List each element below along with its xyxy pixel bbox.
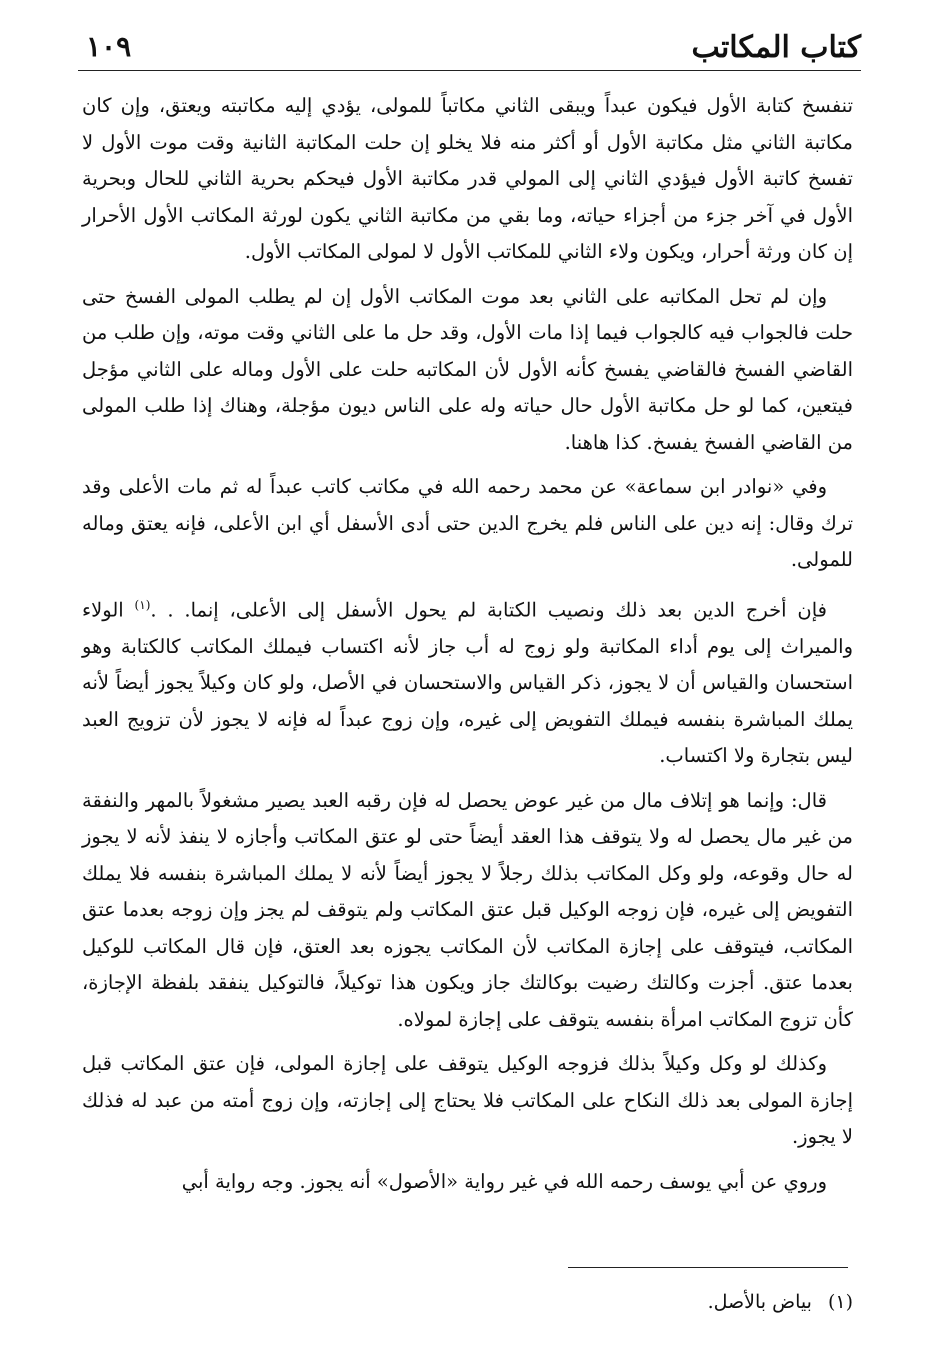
paragraph xyxy=(82,587,853,775)
footnote-marker: (١) xyxy=(827,1291,853,1313)
paragraph xyxy=(82,1046,853,1156)
footnote-text: بياض بالأصل. xyxy=(707,1291,812,1313)
footnote xyxy=(600,1288,853,1316)
header-rule xyxy=(78,70,861,71)
paragraph xyxy=(82,783,853,1039)
paragraph xyxy=(82,1164,853,1201)
paragraph-text: وفي «نوادر ابن سماعة» عن محمد رحمه الله في مكاتب كاتب عبداً له ثم مات الأعلى وقد ترك وقال: إنه دين على الناس فلم يخرج الدين حتى أدى الأسفل أي ابن الأعلى، فإنه يعتق وماله للمولى. xyxy=(82,475,853,571)
paragraph-text: قال: وإنما هو إتلاف مال من غير عوض يحصل له فإن رقبه العبد يصير مشغولاً بالمهر والنفقة من غير مال يحصل له ولا يتوقف هذا العقد أيضاً حتى لو عتق المكاتب وأجازه لا ينفذ لأنه لا يجوز له حال وقوعه، ولو وكل المكاتب بذلك رجلاً لا يجوز أيضاً لأنه لا يملك المباشرة بنفسه فلا يملك التفويض إلى غيره، فإن زوجه الوكيل قبل عتق المكاتب ولم يتوقف لم يجز وإن زوجه بعدما عتق المكاتب، فيتوقف على إجازة المكاتب لأن المكاتب يجوزه بعد العتق، فإن قال المكاتب للوكيل بعدما عتق. أجزت وكالتك رضيت بوكالتك جاز ويكون هذا توكيلاً، فالتوكيل ينفقد بلفظة الإجازة، كأن تزوج المكاتب امرأة بنفسه يتوقف على إجازة لمولاه. xyxy=(82,788,853,1031)
paragraph-text: وكذلك لو وكل وكيلاً بذلك فزوجه الوكيل يتوقف على إجازة المولى، فإن عتق المكاتب قبل إجازة المولى بعد ذلك النكاح على المكاتب فلا يحتاج إلى إجازته، وإن زوج أمته من عبد له فذلك لا يجوز. xyxy=(82,1052,853,1148)
paragraph-text: وإن لم تحل المكاتبه على الثاني بعد موت المكاتب الأول إن لم يطلب المولى الفسخ حتى حلت فالجواب فيه كالجواب فيما إذا مات الأول، وقد حل ما على الثاني وقت موته، وإن طلب من القاضي الفسخ فالقاضي يفسخ كأنه الأول لأن المكاتبه حلت على الأول وماله على الثاني مؤجل فيتعين، كما لو حل مكاتبة الأول حال حياته وله على الناس ديون مؤجلة، وهناك إذا طلب المولى من القاضي الفسخ يفسخ. كذا هاهنا. xyxy=(82,284,853,454)
paragraph-text: فإن أخرج الدين بعد ذلك ونصيب الكتابة لم يحول الأسفل إلى الأعلى، إنما. . . xyxy=(150,598,827,621)
footnote-reference[interactable]: (١) xyxy=(134,597,151,612)
paragraph-text: وروي عن أبي يوسف رحمه الله في غير رواية «الأصول» أنه يجوز. وجه رواية أبي xyxy=(181,1169,827,1193)
paragraph xyxy=(82,88,853,271)
running-title: كتاب المكاتب xyxy=(691,30,861,65)
footnote-rule xyxy=(568,1267,848,1268)
paragraph xyxy=(82,469,853,579)
page-number: ١٠٩ xyxy=(86,30,132,63)
body-text xyxy=(82,88,853,1200)
page-header xyxy=(78,24,861,68)
paragraph-text: تنفسخ كتابة الأول فيكون عبداً ويبقى الثاني مكاتباً للمولى، يؤدي إليه مكاتبته ويعتق، وإن كان مكاتبة الثاني مثل مكاتبة الأول أو أكثر منه فلا يخلو إن حلت المكاتبة الثانية وقت موت الأول لا تفسخ كاتبة الأول فيؤدي الثاني إلى المولي قدر مكاتبة الأول فيحكم بحرية الثاني للحال وبحرية الأول في آخر جزء من أجزاء حياته، وما بقي من مكاتبة الثاني يكون لورثة المكاتب الأول الأحرار إن كان ورثة أحرار، ويكون ولاء الثاني للمكاتب الأول لا لمولى المكاتب الأول. xyxy=(82,94,853,263)
paragraph xyxy=(82,279,853,462)
paragraph-text: الولاء والميراث إلى يوم أداء المكاتبة ولو زوج له أب جاز لأنه اكتساب فيملك المكاتب كالكتابة وهو استحسان والقياس أن لا يجوز، ذكر القياس والاستحسان في الأصل، ولو كان وكيلاً يجوز أيضاً لأنه يملك المباشرة بنفسه فيملك التفويض إلى غيره، وإن زوج عبداً له فإنه لا يجوز لأن تزويج العبد ليس بتجارة ولا اكتساب. xyxy=(82,598,853,767)
